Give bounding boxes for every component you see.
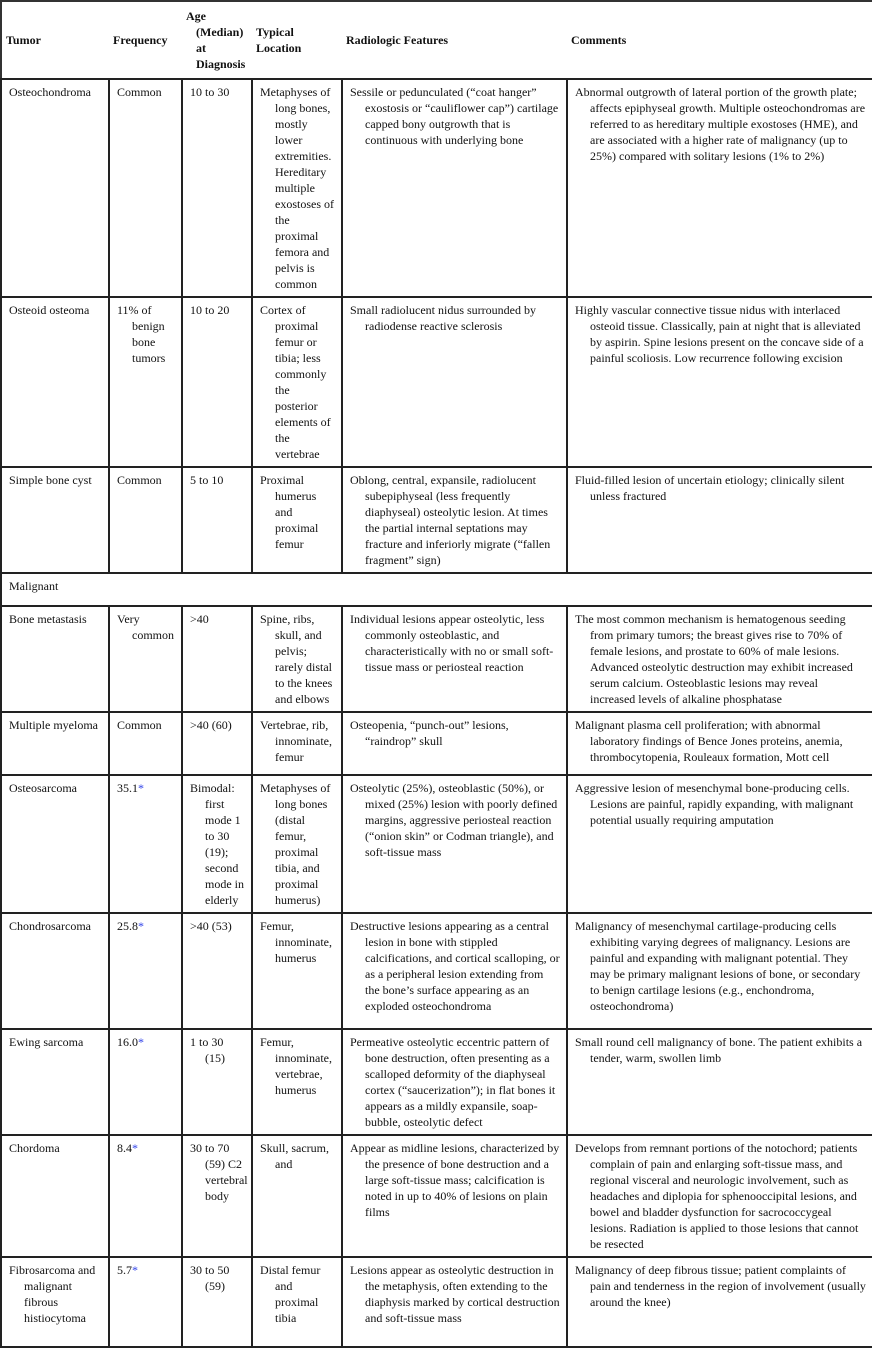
section-row <box>1 573 872 606</box>
radiologic-text: Sessile or pedunculated (“coat hanger” exostosis or “cauliflower cap”) cartilage capped bony outgrowth that is continuous with underlying bone <box>350 85 559 147</box>
comments-text: Fluid-filled lesion of uncertain etiology; clinically silent unless fractured <box>575 473 845 503</box>
cell-comments <box>567 1029 872 1135</box>
tumor-name: Ewing sarcoma <box>9 1035 84 1049</box>
table-row <box>1 1257 872 1347</box>
cell-tumor <box>1 775 109 913</box>
radiologic-text: Individual lesions appear osteolytic, less commonly osteoblastic, and characteristically with no or small soft-tissue mass or periosteal reaction <box>350 612 554 674</box>
tumor-name: Fibrosarcoma and malignant fibrous histiocytoma <box>9 1263 96 1325</box>
frequency-value <box>117 1034 175 1050</box>
table-row <box>1 712 872 775</box>
comments-text: Small round cell malignancy of bone. The patient exhibits a tender, warm, swollen limb <box>575 1035 863 1065</box>
section-label-malignant: Malignant <box>1 573 872 606</box>
radiologic-text: Small radiolucent nidus surrounded by radiodense reactive sclerosis <box>350 303 536 333</box>
header-location: Typical Location <box>252 1 342 79</box>
cell-radiologic <box>342 1257 567 1347</box>
comments-text: Highly vascular connective tissue nidus with interlaced osteoid tissue. Classically, pain at night that is alleviated by aspirin. Spine lesions present on the concave side of a painful scoliosis. Low recurrence following excision <box>575 303 864 365</box>
comments-text: Aggressive lesion of mesenchymal bone-producing cells. Lesions are painful, rapidly expanding, with malignant potential usually requiring amputation <box>575 781 854 827</box>
cell-location <box>252 1257 342 1347</box>
cell-frequency <box>109 79 182 297</box>
tumor-name: Osteoid osteoma <box>9 303 90 317</box>
cell-tumor <box>1 712 109 775</box>
cell-age <box>182 775 252 913</box>
cell-age <box>182 712 252 775</box>
cell-frequency <box>109 297 182 467</box>
frequency-value <box>117 780 175 796</box>
cell-frequency <box>109 712 182 775</box>
age-value: 30 to 50 (59) <box>190 1263 230 1293</box>
cell-radiologic <box>342 913 567 1029</box>
frequency-value: 11% of benign bone tumors <box>117 303 166 365</box>
age-value: 30 to 70 (59) C2 vertebral body <box>190 1141 248 1203</box>
cell-tumor <box>1 467 109 573</box>
location-text: Skull, sacrum, and <box>260 1141 329 1171</box>
cell-location <box>252 297 342 467</box>
header-radiologic: Radiologic Features <box>342 1 567 79</box>
cell-radiologic <box>342 1135 567 1257</box>
cell-comments <box>567 1135 872 1257</box>
cell-radiologic <box>342 1029 567 1135</box>
comments-text: Abnormal outgrowth of lateral portion of the growth plate; affects epiphyseal growth. Multiple osteochondromas are referred to as hereditary multiple exostoses (HME), and are associated with a higher rate of malignancy (up to 25%) compared with solitary lesions (1% to 2%) <box>575 85 866 163</box>
cell-radiologic <box>342 467 567 573</box>
cell-age <box>182 1257 252 1347</box>
frequency-value <box>117 1262 175 1278</box>
location-text: Metaphyses of long bones, mostly lower extremities. Hereditary multiple exostoses of the proximal femora and pelvis is common <box>260 85 334 291</box>
location-text: Metaphyses of long bones (distal femur, proximal tibia, and proximal humerus) <box>260 781 331 907</box>
cell-radiologic <box>342 297 567 467</box>
cell-comments <box>567 297 872 467</box>
frequency-number: 25.8 <box>117 919 138 933</box>
frequency-number: 35.1 <box>117 781 138 795</box>
age-value: Bimodal: first mode 1 to 30 (19); second mode in elderly <box>190 781 244 907</box>
radiologic-text: Destructive lesions appearing as a central lesion in bone with stippled calcifications, and cortical scalloping, or as a peripheral lesion extending from the bone’s surface appearing as an exploded osteochondroma <box>350 919 560 1013</box>
tumor-name: Bone metastasis <box>9 612 87 626</box>
cell-frequency <box>109 467 182 573</box>
frequency-number: Very common <box>117 612 174 642</box>
table-row <box>1 79 872 297</box>
frequency-value: Common <box>117 85 162 99</box>
cell-frequency <box>109 1029 182 1135</box>
radiologic-text: Appear as midline lesions, characterized by the presence of bone destruction and a large soft-tissue mass; calcification is noted in up to 40% of lesions on plain films <box>350 1141 560 1219</box>
cell-frequency <box>109 1135 182 1257</box>
cell-tumor <box>1 297 109 467</box>
location-text: Femur, innominate, vertebrae, humerus <box>260 1035 332 1097</box>
tumor-name: Chondrosarcoma <box>9 919 91 933</box>
cell-location <box>252 467 342 573</box>
cell-tumor <box>1 1257 109 1347</box>
cell-location <box>252 79 342 297</box>
table-row <box>1 775 872 913</box>
age-value: >40 <box>190 612 209 626</box>
frequency-number: 8.4 <box>117 1141 132 1155</box>
cell-frequency <box>109 1257 182 1347</box>
frequency-value <box>117 918 175 934</box>
header-tumor: Tumor <box>1 1 109 79</box>
age-value: 5 to 10 <box>190 473 224 487</box>
header-age <box>182 1 252 79</box>
table-row <box>1 1029 872 1135</box>
footnote-marker[interactable]: * <box>132 1263 138 1277</box>
comments-text: Malignancy of mesenchymal cartilage-producing cells exhibiting varying degrees of malignancy. Lesions are painful and expanding with malignant potential. They may be primary malignant lesions of bone, or secondary to benign cartilage lesions (e.g., enchondroma, osteochondroma) <box>575 919 861 1013</box>
cell-comments <box>567 712 872 775</box>
tumor-name: Simple bone cyst <box>9 473 92 487</box>
location-text: Vertebrae, rib, innominate, femur <box>260 718 332 764</box>
cell-age <box>182 606 252 712</box>
cell-location <box>252 775 342 913</box>
frequency-value <box>117 611 175 643</box>
cell-radiologic <box>342 606 567 712</box>
tumor-name: Osteochondroma <box>9 85 91 99</box>
comments-text: Malignancy of deep fibrous tissue; patient complaints of pain and tenderness in the region of involvement (usually around the knee) <box>575 1263 866 1309</box>
table-row <box>1 606 872 712</box>
cell-tumor <box>1 606 109 712</box>
location-text: Femur, innominate, humerus <box>260 919 332 965</box>
cell-location <box>252 913 342 1029</box>
cell-location <box>252 606 342 712</box>
cell-comments <box>567 606 872 712</box>
cell-location <box>252 1135 342 1257</box>
tumor-name: Osteosarcoma <box>9 781 77 795</box>
cell-age <box>182 79 252 297</box>
location-text: Proximal humerus and proximal femur <box>260 473 319 551</box>
table-row <box>1 913 872 1029</box>
cell-frequency <box>109 606 182 712</box>
footnote-marker[interactable]: * <box>132 1141 138 1155</box>
cell-radiologic <box>342 79 567 297</box>
age-value: >40 (60) <box>190 718 232 732</box>
comments-text: Malignant plasma cell proliferation; with abnormal laboratory findings of Bence Jones proteins, anemia, thrombocytopenia, Rouleaux formation, Mott cell <box>575 718 843 764</box>
header-row <box>1 1 872 79</box>
table-row <box>1 297 872 467</box>
cell-tumor <box>1 1029 109 1135</box>
frequency-value <box>117 1140 175 1156</box>
cell-comments <box>567 775 872 913</box>
radiologic-text: Oblong, central, expansile, radiolucent subepiphyseal (less frequently diaphyseal) osteolytic lesion. At times the partial internal septations may fracture and inferiorly migrate (“fallen fragment” sign) <box>350 473 551 567</box>
cell-age <box>182 297 252 467</box>
tumor-name: Chordoma <box>9 1141 60 1155</box>
age-value: 10 to 20 <box>190 303 230 317</box>
cell-age <box>182 1029 252 1135</box>
cell-age <box>182 913 252 1029</box>
cell-radiologic <box>342 775 567 913</box>
location-text: Spine, ribs, skull, and pelvis; rarely distal to the knees and elbows <box>260 612 333 706</box>
location-text: Cortex of proximal femur or tibia; less commonly the posterior elements of the vertebrae <box>260 303 331 461</box>
cell-frequency <box>109 775 182 913</box>
footnote-marker[interactable]: * <box>138 781 144 795</box>
cell-location <box>252 1029 342 1135</box>
radiologic-text: Lesions appear as osteolytic destruction in the metaphysis, often extending to the diaphysis marked by cortical destruction and soft-tissue mass <box>350 1263 560 1325</box>
frequency-number: 16.0 <box>117 1035 138 1049</box>
cell-location <box>252 712 342 775</box>
radiologic-text: Osteopenia, “punch-out” lesions, “raindrop” skull <box>350 718 509 748</box>
cell-tumor <box>1 1135 109 1257</box>
table-row <box>1 1135 872 1257</box>
age-value: >40 (53) <box>190 919 232 933</box>
header-frequency: Frequency <box>109 1 182 79</box>
cell-comments <box>567 1257 872 1347</box>
frequency-number: 5.7 <box>117 1263 132 1277</box>
cell-radiologic <box>342 712 567 775</box>
location-text: Distal femur and proximal tibia <box>260 1263 321 1325</box>
comments-text: Develops from remnant portions of the notochord; patients complain of pain and enlarging soft-tissue mass, and regional visceral and neurologic involvement, such as headaches and diplopia for sphenooccipital lesions, and bowel and bladder dysfunction for sacrococcygeal lesions. Radiation is applied to those lesions that cannot be resected <box>575 1141 859 1251</box>
cell-comments <box>567 467 872 573</box>
footnote-marker[interactable]: * <box>138 919 144 933</box>
footnote-marker[interactable]: * <box>138 1035 144 1049</box>
cell-tumor <box>1 913 109 1029</box>
frequency-number: Common <box>117 718 162 732</box>
radiologic-text: Osteolytic (25%), osteoblastic (50%), or mixed (25%) lesion with poorly defined margins, aggressive periosteal reaction (“onion skin” or Codman triangle), and soft-tissue mass <box>350 781 558 859</box>
header-age-label: Age (Median) at Diagnosis <box>186 9 246 71</box>
cell-comments <box>567 79 872 297</box>
tumor-name: Multiple myeloma <box>9 718 98 732</box>
cell-comments <box>567 913 872 1029</box>
frequency-value: Common <box>117 473 162 487</box>
cell-age <box>182 467 252 573</box>
frequency-value <box>117 717 175 733</box>
table-row <box>1 467 872 573</box>
cell-tumor <box>1 79 109 297</box>
radiologic-text: Permeative osteolytic eccentric pattern of bone destruction, often presenting as a scalloped deformity of the diaphyseal cortex (“saucerization”); in flat bones it appears as a mildly expansile, soap-bubble, osteolytic defect <box>350 1035 556 1129</box>
cell-age <box>182 1135 252 1257</box>
header-comments: Comments <box>567 1 872 79</box>
age-value: 10 to 30 <box>190 85 230 99</box>
cell-frequency <box>109 913 182 1029</box>
comments-text: The most common mechanism is hematogenous seeding from primary tumors; the breast gives rise to 70% of female lesions, and prostate to 60% of male lesions. Advanced osteolytic destruction may exhibit increased serum calcium. Osteoblastic lesions may reveal increased levels of alkaline phosphatase <box>575 612 853 706</box>
age-value: 1 to 30 (15) <box>190 1035 225 1065</box>
